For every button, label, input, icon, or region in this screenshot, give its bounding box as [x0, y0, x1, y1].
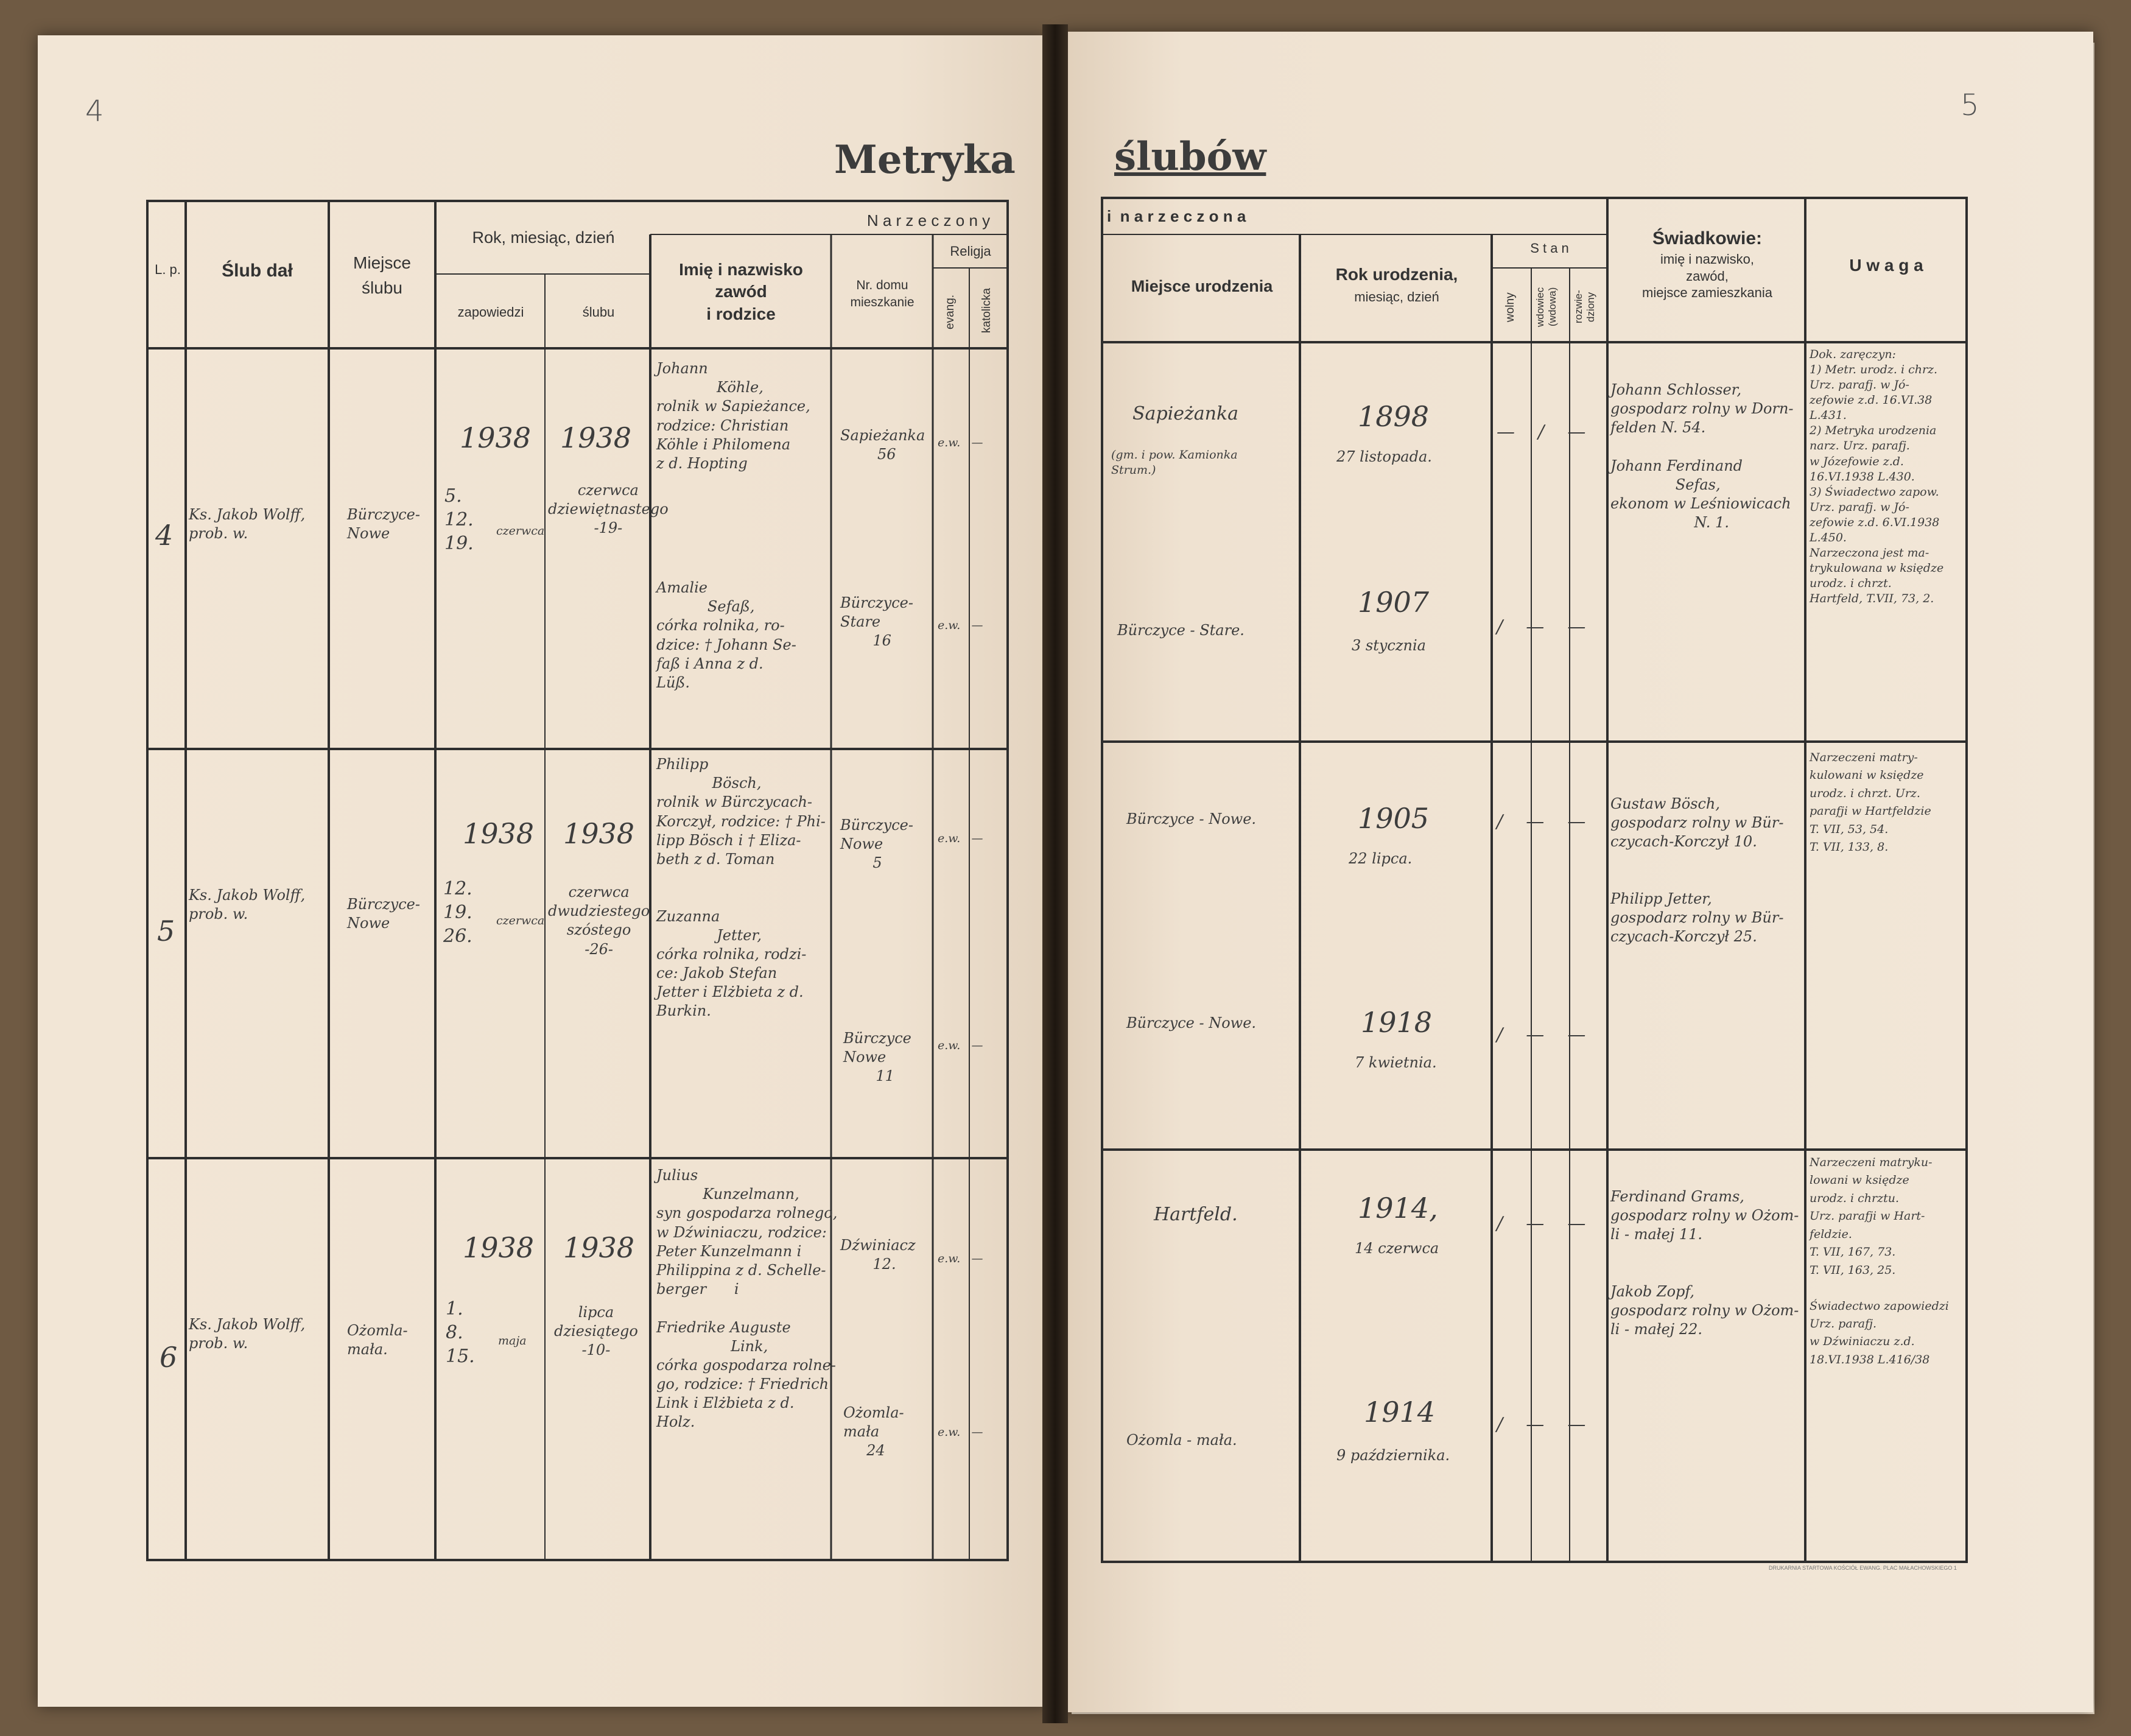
header-miejsce-urodzenia: Miejsce urodzenia — [1131, 277, 1273, 295]
header-lp: L. p. — [155, 262, 181, 277]
entry-4-groom-birthplace-sub: (gm. i pow. Kamionka Strum.) — [1111, 448, 1238, 477]
entry-4-witnesses: Johann Schlosser, gospodarz rolny w Dorn- felden N. 54. Johann Ferdinand Sefas, ekonom w Leśniowicach N. 1. — [1610, 381, 1794, 532]
header-nr-domu: Nr. domu mieszkanie — [850, 278, 915, 310]
entry-5-uwaga: Narzeczeni matry- kulowani w księdze urodz. i chrzt. Urz. parafji w Hartfeldzie T. VII, 53, 54. T. VII, 133, 8. — [1810, 751, 1931, 854]
entry-5-bride-stan: / — — — [1497, 1024, 1586, 1045]
entry-4-groom-stan: — / — — [1497, 421, 1586, 443]
entry-4-slub-text: czerwca dziewiętnastego -19- — [548, 482, 669, 537]
entry-5-groom-religion: e.w. — — [938, 832, 983, 845]
entry-5-zap-month: czerwca — [496, 914, 545, 927]
entry-5-bride-birth-day: 7 kwietnia. — [1355, 1054, 1437, 1071]
header-narzeczony: N a r z e c z o n y — [866, 211, 991, 230]
header-rok-urodzenia: Rok urodzenia, — [1335, 265, 1458, 284]
header-imie-nazwisko: Imię i nazwisko zawód i rodzice — [679, 260, 803, 323]
entry-4-bride: Amalie Sefaß, córka rolnika, ro- dzice: † Johann Se- faß i Anna z d. Lüß. — [656, 579, 796, 691]
entry-4-groom-birth-year: 1898 — [1358, 400, 1430, 433]
entry-5-slub-dal: Ks. Jakob Wolff, prob. w. — [189, 887, 306, 923]
entry-5-slub-text: czerwca dwudziestego szóstego -26- — [548, 884, 650, 958]
header-swiadkowie: Świadkowie: — [1652, 228, 1763, 248]
entry-5-bride-house: Bürczyce Nowe 11 — [843, 1030, 911, 1085]
entry-5-bride-birthplace: Bürczyce - Nowe. — [1126, 1014, 1257, 1031]
entry-6-bride-birth-year: 1914 — [1364, 1396, 1436, 1429]
entry-6-bride-religion: e.w. — — [938, 1425, 983, 1439]
header-zapowiedzi: zapowiedzi — [457, 304, 524, 320]
entry-6-zap-year: 1938 — [463, 1231, 535, 1264]
entry-5-groom-house: Bürczyce- Nowe 5 — [840, 817, 913, 872]
header-rozwiedziony: rozwie- dziony — [1573, 290, 1596, 324]
entry-6-miejsce: Ożomla- mała. — [347, 1322, 408, 1358]
entry-4-bride-house: Bürczyce- Stare 16 — [840, 594, 913, 650]
header-wolny: wolny — [1504, 292, 1517, 323]
entry-4-bride-religion: e.w. — — [938, 619, 983, 632]
entry-6-zap-month: maja — [498, 1334, 527, 1348]
entry-5-lp: 5 — [157, 915, 175, 947]
entry-6-bride-birth-day: 9 października. — [1336, 1447, 1450, 1464]
header-uwaga: U w a g a — [1849, 256, 1923, 275]
entry-4-bride-stan: / — — — [1497, 616, 1586, 638]
entry-5-miejsce: Bürczyce- Nowe — [347, 896, 420, 932]
header-slub-dal: Ślub dał — [222, 261, 293, 281]
header-swiadkowie-sub: imię i nazwisko, zawód, miejsce zamieszkania — [1642, 251, 1772, 300]
entry-4-groom-birth-day: 27 listopada. — [1336, 448, 1432, 465]
entry-4-groom-house: Sapieżanka 56 — [840, 427, 925, 463]
entry-6-slub-dal: Ks. Jakob Wolff, prob. w. — [189, 1316, 306, 1352]
entry-5-groom-stan: / — — — [1497, 811, 1586, 832]
entry-6-groom: Julius Kunzelmann, syn gospodarza rolnego, w Dźwiniaczu, rodzice: Peter Kunzelmann i Philippina z d. Schelle- berger i Friedrike Auguste Link, córka gospodarza rolne- go, rodzice: † Friedrich Link i Elżbieta z d. Holz. — [656, 1167, 838, 1431]
header-katolicka: katolicka — [980, 288, 993, 333]
title-left: Metryka — [834, 137, 1016, 183]
entry-6-groom-religion: e.w. — — [938, 1252, 983, 1265]
header-i-narzeczona: i n a r z e c z o n a — [1107, 207, 1246, 225]
entry-5-zap-days: 12. 19. 26. — [443, 878, 472, 947]
entry-6-groom-birth-day: 14 czerwca — [1355, 1240, 1439, 1257]
entry-6-groom-birthplace: Hartfeld. — [1154, 1204, 1238, 1225]
header-rok-miesiac-dzien: Rok, miesiąc, dzień — [472, 228, 615, 247]
entry-4-zap-month: czerwca — [496, 524, 545, 538]
entry-6-slub-year: 1938 — [563, 1231, 635, 1264]
entry-5-zap-year: 1938 — [463, 817, 535, 850]
entry-5-bride-religion: e.w. — — [938, 1039, 983, 1052]
header-slubu: ślubu — [582, 304, 615, 320]
entry-6-zap-days: 1. 8. 15. — [446, 1298, 475, 1367]
entry-5-slub-year: 1938 — [563, 817, 635, 850]
entry-6-slub-text: lipca dziesiątego -10- — [554, 1304, 638, 1359]
entry-5-groom-birthplace: Bürczyce - Nowe. — [1126, 810, 1257, 828]
entry-6-bride-stan: / — — — [1497, 1414, 1586, 1435]
header-miejsce-slubu: Miejsce ślubu — [353, 253, 411, 297]
entry-5-groom: Philipp Bösch, rolnik w Bürczycach- Korczył, rodzice: † Phi- lipp Bösch i † Eliza- beth z d. Toman Zuzanna Jetter, córka rolnika, rodzi- ce: Jakob Stefan Jetter i Elżbieta z d. Burkin. — [656, 756, 826, 1020]
entry-5-bride-birth-year: 1918 — [1361, 1006, 1433, 1039]
entry-4-groom: Johann Köhle, rolnik w Sapieżance, rodzice: Christian Köhle i Philomena z d. Hopting — [656, 360, 810, 472]
entry-6-groom-house: Dźwiniacz 12. — [840, 1237, 916, 1273]
entry-6-lp: 6 — [160, 1341, 178, 1374]
printer-mark: DRUKARNIA STARTOWA KOŚCIÓŁ EWANG. PLAC MAŁACHOWSKIEGO 1 — [1769, 1565, 1957, 1571]
entry-6-groom-birth-year: 1914, — [1358, 1192, 1438, 1225]
header-evang: evang. — [944, 294, 957, 330]
entry-6-uwaga: Narzeczeni matryku- lowani w księdze urodz. i chrztu. Urz. parafji w Hart- feldzie. T. VII, 167, 73. T. VII, 163, 25. Świadectwo zapowiedzi Urz. parafj. w Dźwiniaczu z.d. 18.VI.1938 L.416/38 — [1810, 1156, 1949, 1366]
header-stan: S t a n — [1530, 241, 1569, 256]
entry-4-groom-birthplace: Sapieżanka — [1132, 403, 1239, 424]
page-number-left: 4 — [85, 94, 104, 128]
entry-6-bride-birthplace: Ożomla - mała. — [1126, 1432, 1237, 1449]
entry-4-bride-birth-year: 1907 — [1358, 586, 1430, 619]
entry-4-slub-dal: Ks. Jakob Wolff, prob. w. — [189, 506, 306, 543]
entry-6-groom-stan: / — — — [1497, 1213, 1586, 1234]
entry-6-witnesses: Ferdinand Grams, gospodarz rolny w Ożom- li - małej 11. Jakob Zopf, gospodarz rolny w Ożom- li - małej 22. — [1610, 1188, 1799, 1338]
header-miesiac-dzien: miesiąc, dzień — [1354, 289, 1439, 304]
title-right: ślubów — [1114, 134, 1266, 180]
entry-5-groom-birth-day: 22 lipca. — [1349, 850, 1413, 867]
entry-4-zap-days: 5. 12. 19. — [444, 485, 474, 554]
entry-4-bride-birth-day: 3 stycznia — [1352, 637, 1426, 654]
entry-4-groom-religion: e.w. — — [938, 436, 983, 449]
entry-5-witnesses: Gustaw Bösch, gospodarz rolny w Bür- czycach-Korczył 10. Philipp Jetter, gospodarz rolny w Bür- czycach-Korczył 25. — [1610, 795, 1784, 946]
entry-6-bride-house: Ożomla- mała 24 — [843, 1404, 904, 1460]
entry-4-zap-year: 1938 — [460, 421, 532, 454]
entry-4-uwaga: Dok. zaręczyn: 1) Metr. urodz. i chrz. Urz. parafj. w Jó- zefowie z.d. 16.VI.38 L.431. 2) Metryka urodzenia narz. Urz. parafj. w Józefowie z.d. 16.VI.1938 L.430. 3) Świadectwo zapow. Urz. parafj. w Jó- zefowie z.d. 6.VI.1938 L.450. Narzeczona jest ma- trykulowana w księdze urodz. i chrzt. Hartfeld, T.VII, 73, 2. — [1810, 348, 1944, 606]
page-number-right: 5 — [1961, 88, 1979, 122]
entry-4-lp: 4 — [155, 519, 174, 552]
entry-5-groom-birth-year: 1905 — [1358, 802, 1430, 835]
entry-4-miejsce: Bürczyce- Nowe — [347, 506, 420, 543]
header-wdowiec: wdowiec (wdowa) — [1534, 287, 1558, 327]
entry-4-bride-birthplace: Bürczyce - Stare. — [1117, 622, 1245, 639]
entry-4-slub-year: 1938 — [560, 421, 632, 454]
header-religja: Religja — [950, 244, 991, 259]
